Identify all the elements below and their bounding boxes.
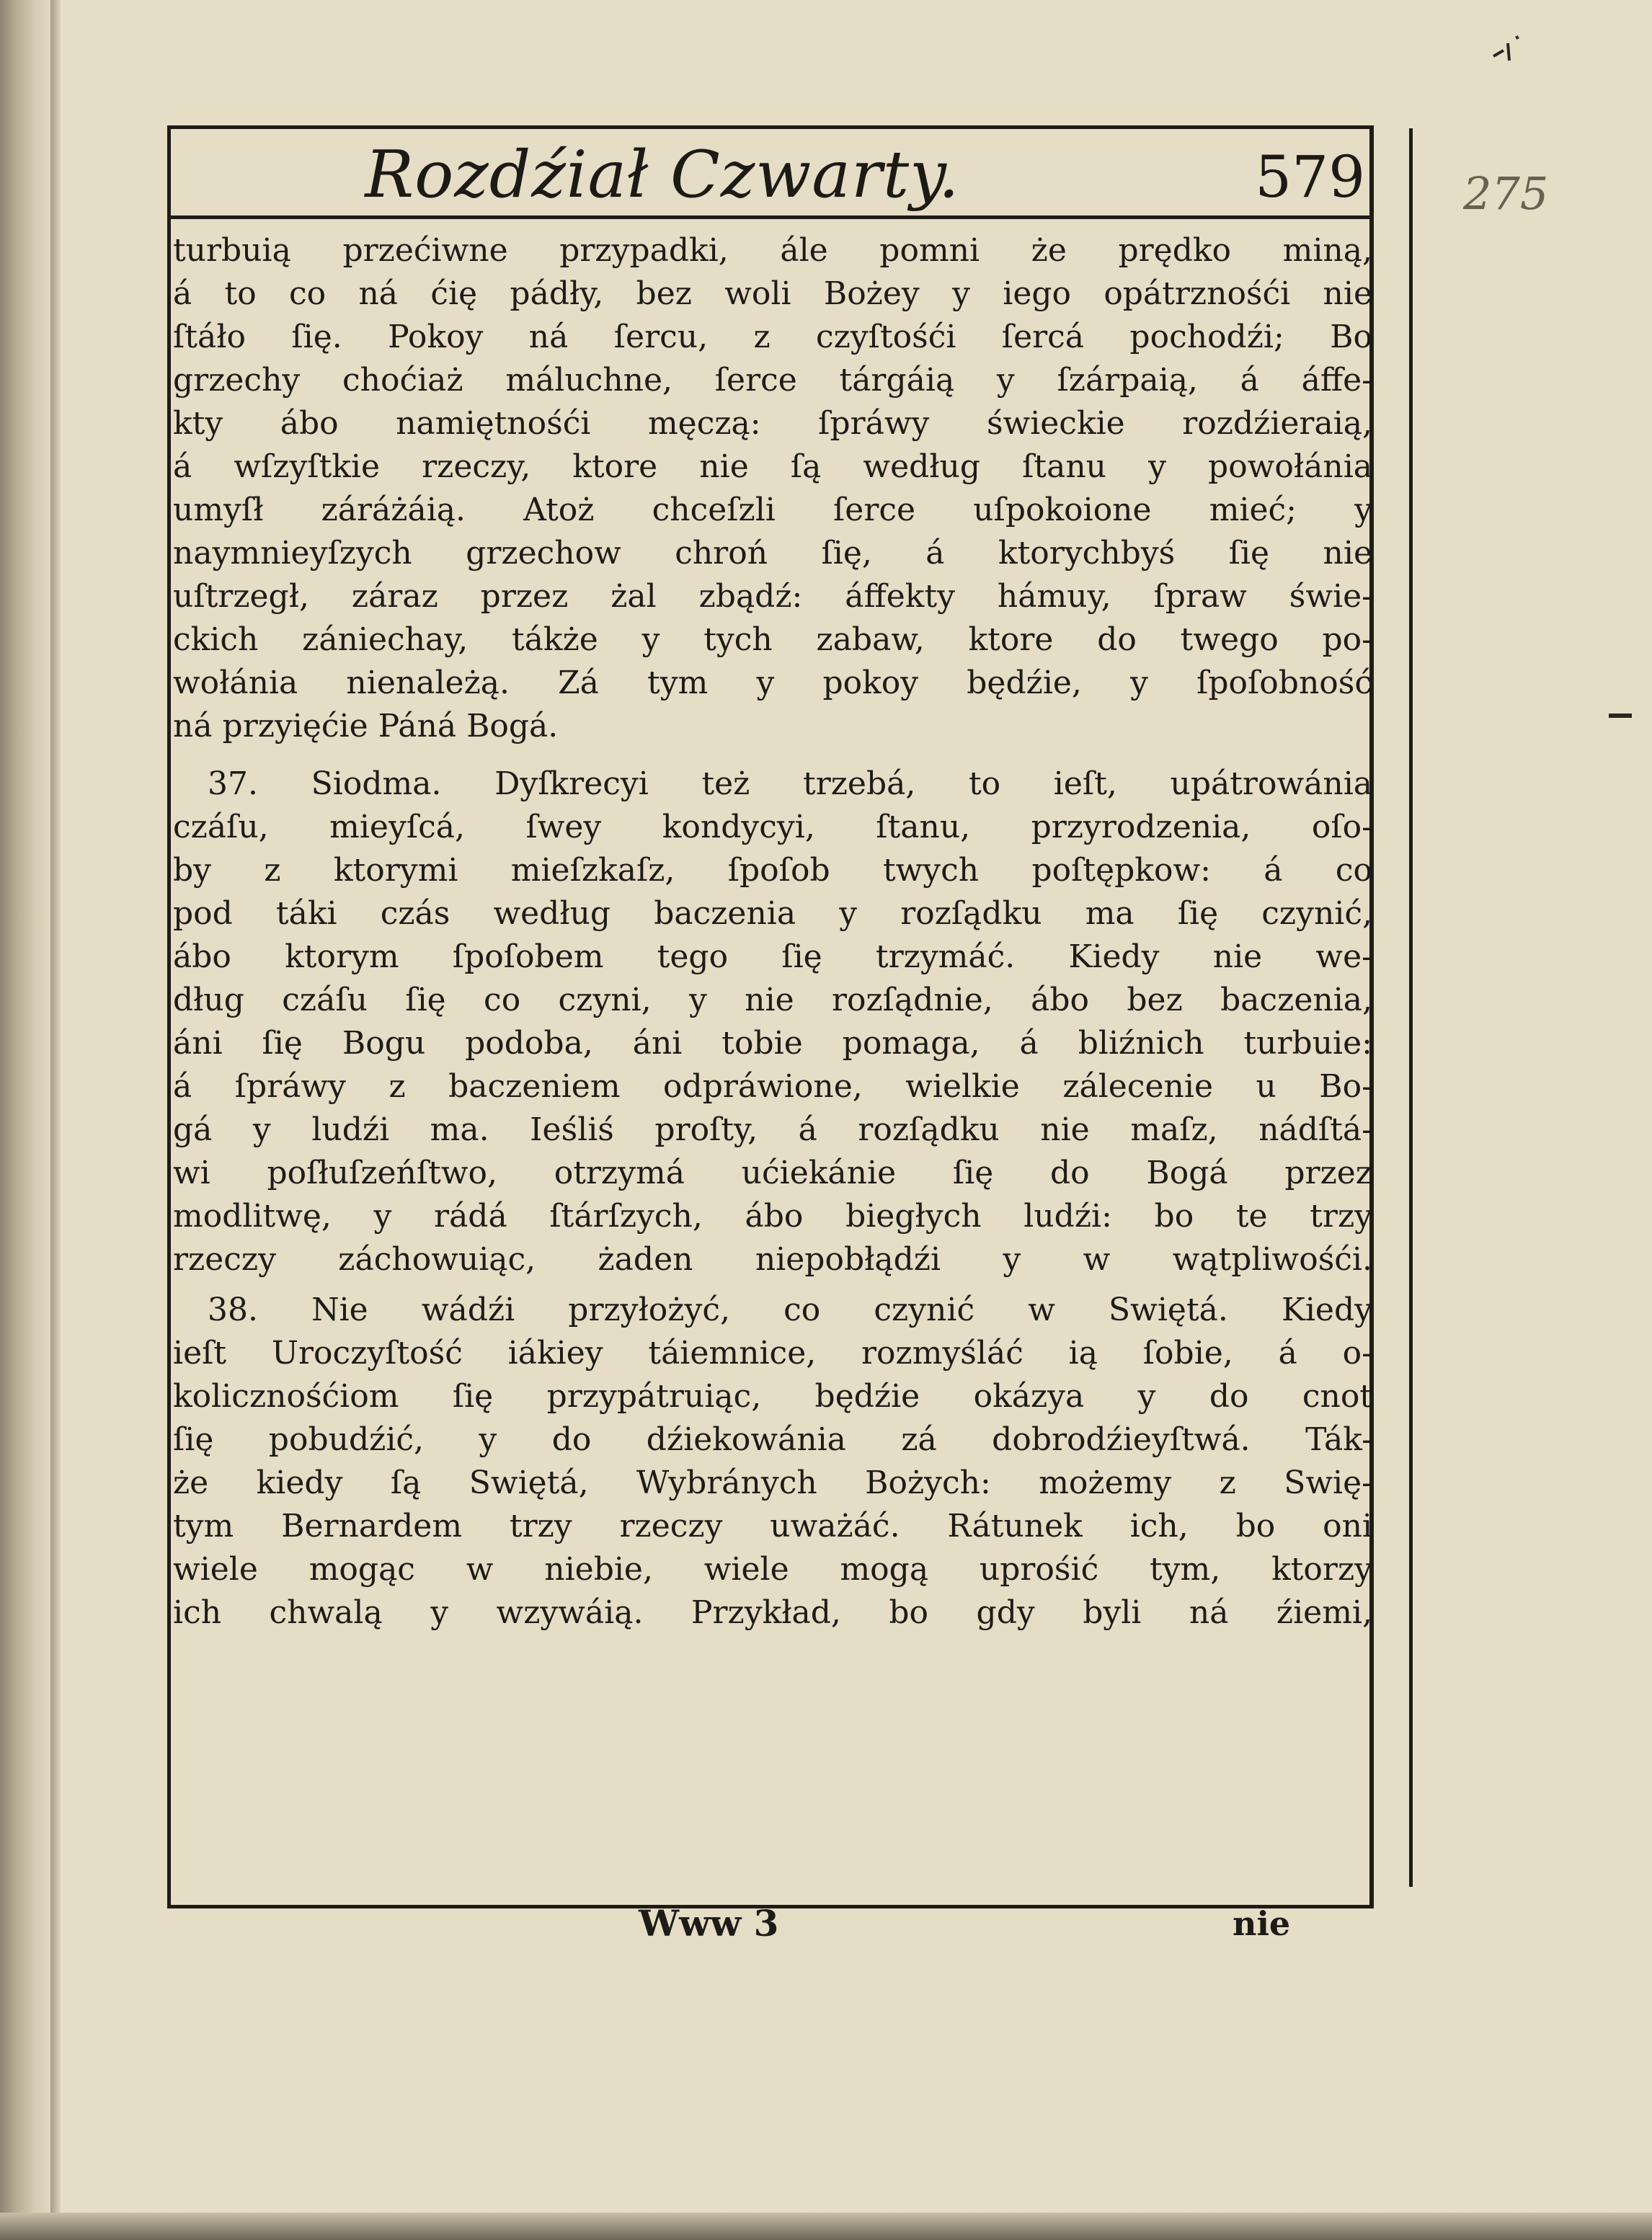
book-gutter: [0, 0, 50, 2240]
text-line: ſtáło ſię. Pokoy ná ſercu, z czyſtośći ſercá pochodźi; Bo: [173, 319, 1372, 355]
signature-mark: Www 3: [639, 1902, 779, 1945]
body-text: [173, 229, 1372, 1908]
text-line: á wſzyſtkie rzeczy, ktore nie ſą według ſtanu y powołánia: [173, 448, 1372, 485]
page-bottom-shadow: [0, 2213, 1652, 2240]
text-line: wi poſłuſzeńſtwo, otrzymá ućiekánie ſię do Bogá przez: [173, 1155, 1372, 1191]
text-line: rzeczy záchowuiąc, żaden niepobłądźi y w wątpliwośći.: [173, 1241, 1372, 1278]
text-line: pod táki czás według baczenia y rozſądku ma ſię czynić,: [173, 895, 1372, 932]
text-line: áni ſię Bogu podoba, áni tobie pomaga, á bliźnich turbuie:: [173, 1025, 1372, 1062]
text-line: umyſł záráżáią. Atoż chceſzli ſerce uſpokoione mieć; y: [173, 492, 1372, 528]
text-line: ná przyięćie Páná Bogá.: [173, 708, 559, 745]
text-line: á to co ná ćię pádły, bez woli Bożey y iego opátrznośći nie: [173, 275, 1372, 312]
text-line: ábo ktorym ſpoſobem tego ſię trzymáć. Kiedy nie we-: [173, 938, 1372, 975]
text-line: naymnieyſzych grzechow chroń ſię, á ktorychbyś ſię nie: [173, 535, 1372, 572]
text-line: á ſpráwy z baczeniem odpráwione, wielkie zálecenie u Bo-: [173, 1068, 1372, 1105]
text-line: kty ábo namiętnośći męczą: ſpráwy świeckie rozdźieraią,: [173, 405, 1372, 442]
text-line: ieſt Uroczyſtość iákiey táiemnice, rozmyśláć ią ſobie, á o-: [173, 1335, 1372, 1372]
text-line: uſtrzegł, záraz przez żal zbądź: áffekty hámuy, ſpraw świe-: [173, 578, 1372, 615]
text-line: wiele mogąc w niebie, wiele mogą uprośić tym, ktorzy: [173, 1551, 1372, 1588]
catchword: nie: [1233, 1904, 1291, 1943]
text-line: że kiedy ſą Swiętá, Wybránych Bożych: możemy z Swię-: [173, 1465, 1372, 1501]
text-line: czáſu, mieyſcá, ſwey kondycyi, ſtanu, przyrodzenia, oſo-: [173, 809, 1372, 845]
text-line: by z ktorymi mieſzkaſz, ſpoſob twych poſtępkow: á co: [173, 852, 1372, 889]
margin-ink-mark: [1609, 714, 1632, 718]
text-line: modlitwę, y rádá ſtárſzych, ábo biegłych ludźi: bo te trzy: [173, 1198, 1372, 1235]
text-line: tym Bernardem trzy rzeczy uważáć. Rátunek ich, bo oni: [173, 1508, 1372, 1545]
paragraph-start-line: 38. Nie wádźi przyłożyć, co czynić w Swiętá. Kiedy: [208, 1292, 1372, 1328]
running-title: Rozdźiał Czwarty.: [365, 137, 960, 213]
text-line: gá y ludźi ma. Ieśliś proſty, á rozſądku nie maſz, nádſtá-: [173, 1111, 1372, 1148]
text-line: kolicznośćiom ſię przypátruiąc, będźie okázya y do cnot: [173, 1378, 1372, 1415]
text-line: ſię pobudźić, y do dźiekowánia zá dobrodźieyſtwá. Ták-: [173, 1421, 1372, 1458]
page-edge: [50, 0, 61, 2240]
text-line: ckich zániechay, tákże y tych zabaw, ktore do twego po-: [173, 621, 1372, 658]
text-line: wołánia nienależą. Zá tym y pokoy będźie, y ſpoſobność: [173, 665, 1372, 701]
corner-ink-mark: [1488, 29, 1531, 65]
outer-margin-rule: [1409, 128, 1413, 1887]
text-line: turbuią przećiwne przypadki, ále pomni że prędko miną,: [173, 232, 1372, 269]
handwritten-page-number: 275: [1463, 167, 1549, 220]
text-line: ich chwalą y wzywáią. Przykład, bo gdy byli ná źiemi,: [173, 1594, 1372, 1631]
page-number: 579: [1255, 143, 1365, 210]
text-line: grzechy choćiaż máluchne, ſerce tárgáią y ſzárpaią, á áffe-: [173, 362, 1372, 399]
paragraph-start-line: 37. Siodma. Dyſkrecyi też trzebá, to ieſt, upátrowánia: [208, 765, 1372, 802]
text-line: dług czáſu ſię co czyni, y nie rozſądnie, ábo bez baczenia,: [173, 982, 1372, 1018]
